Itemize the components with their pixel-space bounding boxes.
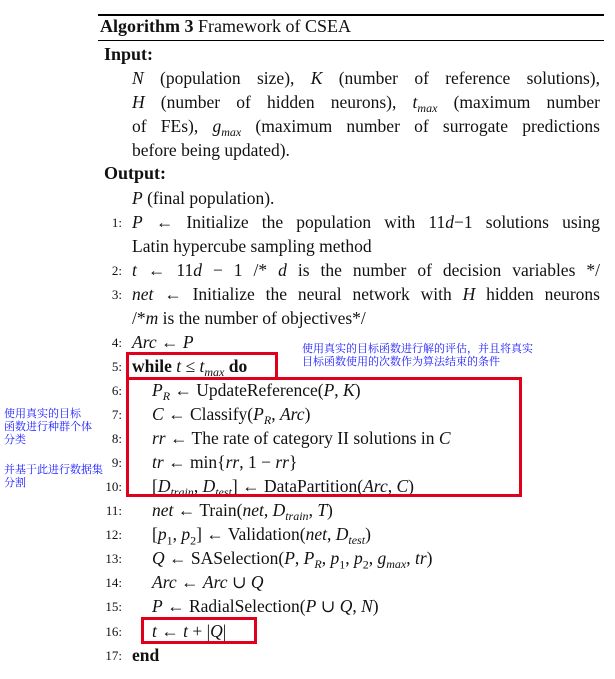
step-number: 8: <box>111 431 122 446</box>
step-12: [$p_1$, $p_2$] ← Validation(net, $D_{test}$) <box>152 524 371 548</box>
step-11: net ← Train(net, $D_{train}$, T) <box>152 500 333 523</box>
input-line-1: N (population size), K (number of reference solutions), <box>132 68 600 88</box>
highlight-box-loop-body <box>126 377 522 497</box>
step-1-line-2: Latin hypercube sampling method <box>132 236 372 256</box>
step-1-line-1: P ← Initialize the population with 11d−1 solutions using <box>132 212 601 232</box>
step-number: 6: <box>111 383 122 398</box>
step-number: 10: <box>105 479 122 494</box>
step-number: 7: <box>111 407 122 422</box>
step-13: Q ← SASelection(P, $P_R$, $p_1$, $p_2$, $g_{max}$, tr) <box>152 548 433 572</box>
caption-rule <box>98 40 604 41</box>
annotation-left-2: 并基于此进行数据集 分割 <box>4 463 103 489</box>
step-number: 16: <box>105 624 122 639</box>
step-7: C ← $Classify(P_R$, Arc) <box>152 404 311 427</box>
step-number: 12: <box>105 527 122 542</box>
step-number: 9: <box>111 455 122 470</box>
step-17: end <box>132 645 160 665</box>
algorithm-label: Algorithm 3 <box>100 16 194 36</box>
input-heading: Input: <box>104 44 154 64</box>
algorithm-caption <box>100 16 351 37</box>
step-number: 11: <box>105 503 122 518</box>
step-number: 17: <box>105 648 122 663</box>
step-10: [$D_{train}$, $D_{test}$] ← DataPartition(Arc, C) <box>152 476 414 499</box>
step-number: 2: <box>111 263 122 278</box>
annotation-top-right: 使用真实的目标函数进行解的评估，并且将真实 目标函数使用的次数作为算法结束的条件 <box>302 342 533 368</box>
highlight-box-while <box>126 352 278 380</box>
output-heading: Output: <box>104 163 167 183</box>
step-6: $P_R$ ← UpdateReference(P, K) <box>152 380 361 403</box>
step-3-line-2: /*m is the number of objectives*/ <box>132 308 366 328</box>
step-3-line-1: net ← Initialize the neural network with H hidden neurons <box>132 284 600 304</box>
step-number: 5: <box>111 359 122 374</box>
step-15: P ← RadialSelection(P ∪ Q, N) <box>152 596 379 616</box>
step-number: 14: <box>105 575 122 590</box>
step-number: 4: <box>111 335 122 350</box>
step-number: 13: <box>105 551 122 566</box>
input-line-4: before being updated). <box>132 140 290 160</box>
input-line-2: H (number of hidden neurons), $t_{max}$ (maximum number <box>132 92 600 115</box>
step-14: Arc ← Arc ∪ Q <box>152 572 264 592</box>
step-5: while $t \le t_{max}$ do <box>132 356 248 379</box>
highlight-box-update <box>141 617 257 644</box>
step-4: Arc ← P <box>132 332 194 352</box>
step-16: t ← t + |Q| <box>152 621 227 641</box>
output-line-1: P (final population). <box>132 188 275 208</box>
step-number: 15: <box>105 599 122 614</box>
algorithm-title: Framework of CSEA <box>198 16 351 36</box>
annotation-left-1: 使用真实的目标 函数进行种群个体 分类 <box>4 407 92 446</box>
input-line-3: of FEs), $g_{max}$ (maximum number of surrogate predictions <box>132 116 600 139</box>
step-8: rr ← The rate of category II solutions in C <box>152 428 451 448</box>
step-number: 3: <box>111 287 122 302</box>
step-2: t ← 11d − 1 /* d is the number of decision variables */ <box>132 260 600 280</box>
step-number: 1: <box>111 215 122 230</box>
step-9: tr ← min{rr, 1 − rr} <box>152 452 298 472</box>
